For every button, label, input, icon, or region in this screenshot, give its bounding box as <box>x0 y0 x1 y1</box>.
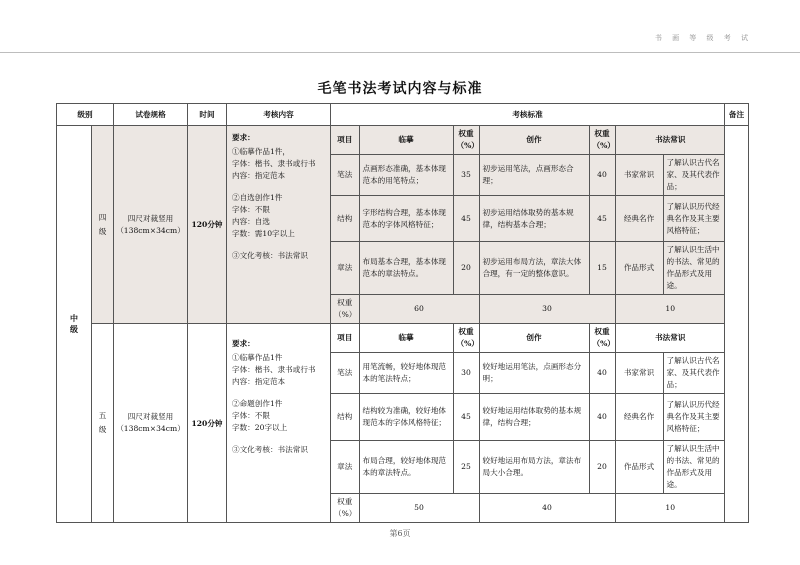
criteria-header-weight: 权重（%） <box>453 324 479 353</box>
criteria-copy: 用笔流畅，较好地体现范本的笔法特点； <box>359 353 453 394</box>
requirement-part: ①临摹作品1件， 字体：楷书、隶书或行书 内容：指定范本 <box>232 147 316 180</box>
criteria-create: 较好地运用笔法，点画形态分明； <box>479 353 589 394</box>
knowledge-detail: 了解认识生活中的书法、常见的作品形式及用途。 <box>663 242 725 295</box>
header-series-label: 书 画 等 级 考 试 <box>654 34 752 42</box>
weight-create: 30 <box>479 295 615 324</box>
requirements-cell: 要求： ①临摹作品1件 字体：楷书、隶书或行书 内容：指定范本 ②命题创作1件 字体：不限 字数：20字以上 ③文化考核：书法常识 <box>227 324 331 523</box>
criteria-header-weight: 权重（%） <box>453 126 479 155</box>
criteria-weight: 45 <box>589 196 615 242</box>
criteria-weight: 40 <box>589 394 615 441</box>
col-header-note: 备注 <box>725 104 749 126</box>
requirement-part: ②自选创作1件 字体：不限 内容：自选 字数：需10字以上 <box>232 193 295 238</box>
criteria-copy: 字形结构合理，基本体现范本的字体风格特征； <box>359 196 453 242</box>
standards-table <box>56 103 749 523</box>
criteria-header-item: 项目 <box>331 324 359 353</box>
criteria-create: 初步运用笔法，点画形态合理； <box>479 155 589 196</box>
criteria-header-create: 创作 <box>479 126 589 155</box>
criteria-weight: 45 <box>453 394 479 441</box>
requirements-cell: 要求： ①临摹作品1件， 字体：楷书、隶书或行书 内容：指定范本 ②自选创作1件 字体：不限 内容：自选 字数：需10字以上 ③文化考核：书法常识 <box>227 126 331 324</box>
table-row <box>331 394 725 441</box>
criteria-header-create: 创作 <box>479 324 589 353</box>
criteria-header-knowledge: 书法常识 <box>615 324 725 353</box>
col-header-standard: 考核标准 <box>331 104 725 126</box>
criteria-weight: 25 <box>453 441 479 494</box>
criteria-weight: 20 <box>589 441 615 494</box>
knowledge-detail: 了解认识历代经典名作及其主要风格特征； <box>663 394 725 441</box>
criteria-header-row <box>331 324 725 353</box>
page-number: 第6页 <box>389 529 411 538</box>
requirement-part: ③文化考核：书法常识 <box>232 251 308 260</box>
table-row <box>331 196 725 242</box>
knowledge-detail: 了解认识古代名家、及其代表作品； <box>663 155 725 196</box>
knowledge-topic: 书家常识 <box>615 155 663 196</box>
col-header-content: 考核内容 <box>227 104 331 126</box>
criteria-item: 章法 <box>331 441 359 494</box>
criteria-table <box>331 324 725 522</box>
level-cell: 中 级 <box>57 126 92 523</box>
section-row-grade5 <box>57 324 749 523</box>
criteria-weight: 35 <box>453 155 479 196</box>
knowledge-detail: 了解认识生活中的书法、常见的作品形式及用途。 <box>663 441 725 494</box>
weight-row-label: 权重（%） <box>331 494 359 523</box>
criteria-copy: 布局基本合理，基本体现范本的章法特点。 <box>359 242 453 295</box>
table-row <box>331 155 725 196</box>
criteria-weight: 45 <box>453 196 479 242</box>
criteria-weight: 15 <box>589 242 615 295</box>
criteria-item: 笔法 <box>331 155 359 196</box>
weight-copy: 60 <box>359 295 479 324</box>
format-cell: 四尺对裁竖用 （138cm×34cm） <box>114 324 188 523</box>
knowledge-detail: 了解认识历代经典名作及其主要风格特征； <box>663 196 725 242</box>
knowledge-topic: 经典名作 <box>615 394 663 441</box>
weight-create: 40 <box>479 494 615 523</box>
knowledge-topic: 经典名作 <box>615 196 663 242</box>
criteria-create: 初步运用结体取势的基本规律，结构基本合理； <box>479 196 589 242</box>
weight-row-label: 权重（%） <box>331 295 359 324</box>
criteria-header-knowledge: 书法常识 <box>615 126 725 155</box>
table-row <box>331 441 725 494</box>
criteria-copy: 结构较为准确，较好地体现范本的字体风格特征； <box>359 394 453 441</box>
criteria-header-copy: 临摹 <box>359 126 453 155</box>
section-row-grade4 <box>57 126 749 324</box>
weight-knowledge: 10 <box>615 295 725 324</box>
knowledge-topic: 作品形式 <box>615 441 663 494</box>
knowledge-topic: 作品形式 <box>615 242 663 295</box>
header-rule <box>0 52 800 53</box>
knowledge-detail: 了解认识古代名家、及其代表作品； <box>663 353 725 394</box>
grade-cell: 五 级 <box>92 324 114 523</box>
weight-knowledge: 10 <box>615 494 725 523</box>
criteria-item: 结构 <box>331 394 359 441</box>
criteria-weight: 30 <box>453 353 479 394</box>
criteria-weight: 40 <box>589 155 615 196</box>
criteria-copy: 布局合理，较好地体现范本的章法特点。 <box>359 441 453 494</box>
weight-copy: 50 <box>359 494 479 523</box>
col-header-time: 时间 <box>188 104 227 126</box>
col-header-format: 试卷规格 <box>114 104 188 126</box>
col-header-level: 级别 <box>57 104 114 126</box>
criteria-header-weight: 权重（%） <box>589 324 615 353</box>
standard-cell <box>331 324 725 523</box>
table-header-row <box>57 104 749 126</box>
criteria-create: 较好地运用结体取势的基本规律，结构合理； <box>479 394 589 441</box>
criteria-item: 章法 <box>331 242 359 295</box>
criteria-create: 较好地运用布局方法，章法布局大小合理。 <box>479 441 589 494</box>
weight-row <box>331 494 725 523</box>
criteria-weight: 20 <box>453 242 479 295</box>
time-cell: 120分钟 <box>188 324 227 523</box>
criteria-header-row <box>331 126 725 155</box>
criteria-item: 笔法 <box>331 353 359 394</box>
criteria-item: 结构 <box>331 196 359 242</box>
weight-row <box>331 295 725 324</box>
note-cell <box>725 126 749 523</box>
criteria-header-copy: 临摹 <box>359 324 453 353</box>
criteria-weight: 40 <box>589 353 615 394</box>
requirement-part: ②命题创作1件 字体：不限 字数：20字以上 <box>232 399 288 432</box>
table-row <box>331 353 725 394</box>
criteria-table <box>331 126 725 323</box>
knowledge-topic: 书家常识 <box>615 353 663 394</box>
format-cell: 四尺对裁竖用 （138cm×34cm） <box>114 126 188 324</box>
criteria-create: 初步运用布局方法，章法大体合理，有一定的整体意识。 <box>479 242 589 295</box>
criteria-header-weight: 权重（%） <box>589 126 615 155</box>
table-row <box>331 242 725 295</box>
grade-cell: 四 级 <box>92 126 114 324</box>
requirement-part: ①临摹作品1件 字体：楷书、隶书或行书 内容：指定范本 <box>232 353 316 386</box>
standard-cell <box>331 126 725 324</box>
page-title: 毛笔书法考试内容与标准 <box>317 81 483 97</box>
time-cell: 120分钟 <box>188 126 227 324</box>
criteria-header-item: 项目 <box>331 126 359 155</box>
requirement-part: ③文化考核：书法常识 <box>232 445 308 454</box>
criteria-copy: 点画形态准确，基本体现范本的用笔特点； <box>359 155 453 196</box>
